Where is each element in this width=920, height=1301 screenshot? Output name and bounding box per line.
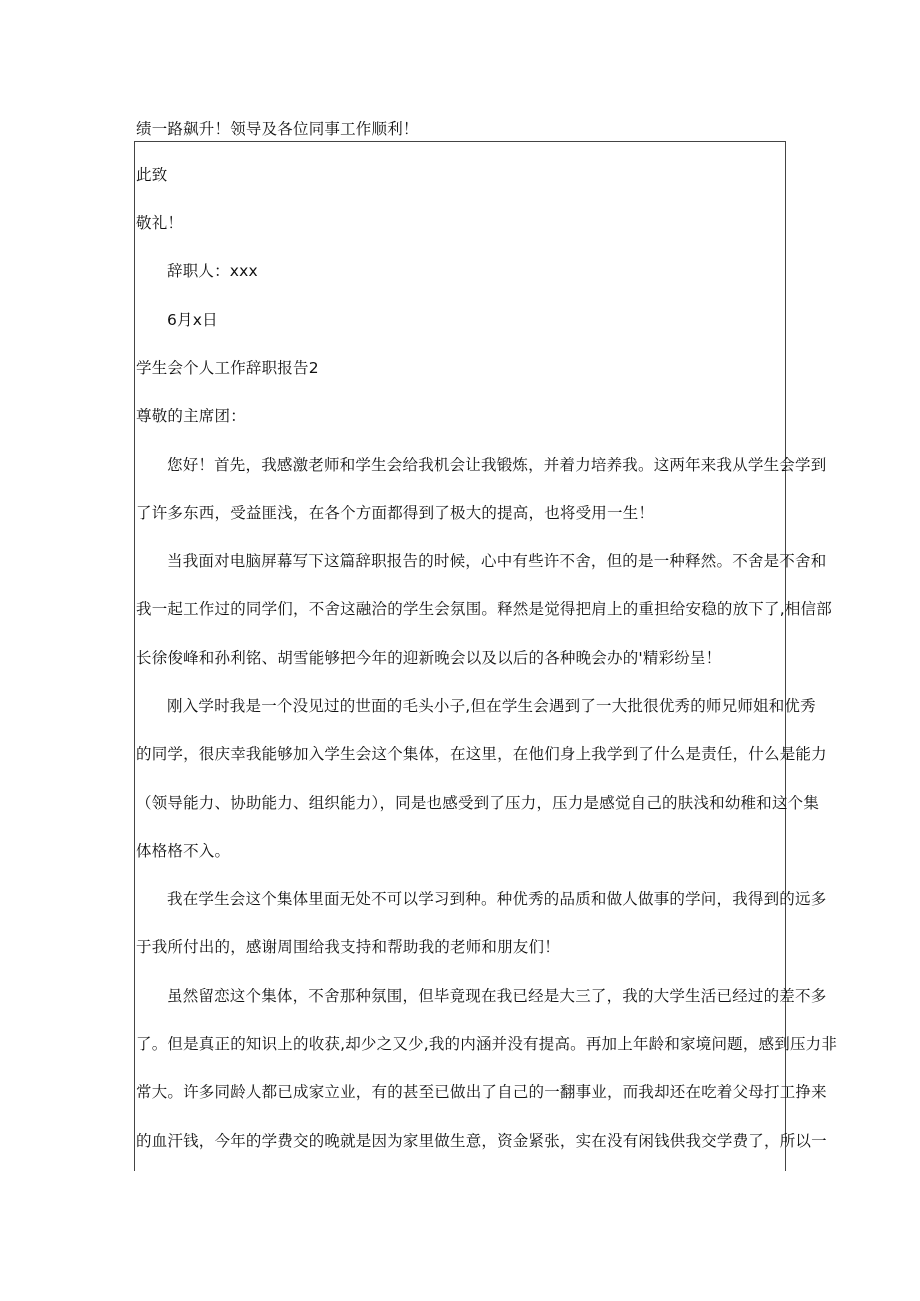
body-line: 的同学，很庆幸我能够加入学生会这个集体，在这里，在他们身上我学到了什么是责任，什么是能力: [136, 745, 827, 763]
body-line: 的血汗钱，今年的学费交的晚就是因为家里做生意，资金紧张，实在没有闲钱供我交学费了，所以一: [136, 1132, 827, 1150]
top-line-text: 绩一路飙升！领导及各位同事工作顺利！: [136, 120, 419, 138]
body-line: 刚入学时我是一个没见过的世面的毛头小子,但在学生会遇到了一大批很优秀的师兄师姐和优秀: [167, 697, 816, 715]
body-line: 我在学生会这个集体里面无处不可以学习到种。种优秀的品质和做人做事的学问，我得到的远多: [167, 890, 827, 908]
body-line: （领导能力、协助能力、组织能力），同是也感受到了压力，压力是感觉自己的肤浅和幼稚和这个集: [136, 794, 820, 812]
body-line: 虽然留恋这个集体，不舍那种氛围，但毕竟现在我已经是大三了，我的大学生活已经过的差不多: [167, 987, 827, 1005]
body-line: 当我面对电脑屏幕写下这篇辞职报告的时候，心中有些许不舍，但的是一种释然。不舍是不舍和: [167, 552, 827, 570]
body-line: 我一起工作过的同学们，不舍这融洽的学生会氛围。释然是觉得把肩上的重担给安稳的放下了,相信部: [136, 600, 832, 618]
body-line: 了许多东西，受益匪浅，在各个方面都得到了极大的提高，也将受用一生！: [136, 504, 655, 522]
body-line: 您好！首先，我感激老师和学生会给我机会让我锻炼，并着力培养我。这两年来我从学生会学到: [167, 456, 827, 474]
section-title: 学生会个人工作辞职报告2: [136, 359, 319, 377]
body-line: 体格格不入。: [136, 842, 231, 860]
salutation: 尊敬的主席团：: [136, 407, 246, 425]
date-line: 6月x日: [167, 311, 218, 329]
body-line: 了。但是真正的知识上的收获,却少之又少,我的内涵并没有提高。再加上年龄和家境问题，感到压力非: [136, 1035, 838, 1053]
closing-line-2: 敬礼！: [136, 214, 184, 232]
signature-line: 辞职人：xxx: [167, 262, 258, 280]
body-line: 于我所付出的，感谢周围给我支持和帮助我的老师和朋友们！: [136, 938, 560, 956]
closing-line-1: 此致: [136, 166, 168, 184]
body-line: 常大。许多同龄人都已成家立业，有的甚至已做出了自己的一翻事业，而我却还在吃着父母打工挣来: [136, 1083, 827, 1101]
body-line: 长徐俊峰和孙利铭、胡雪能够把今年的迎新晚会以及以后的各种晚会办的'精彩纷呈！: [136, 649, 722, 667]
